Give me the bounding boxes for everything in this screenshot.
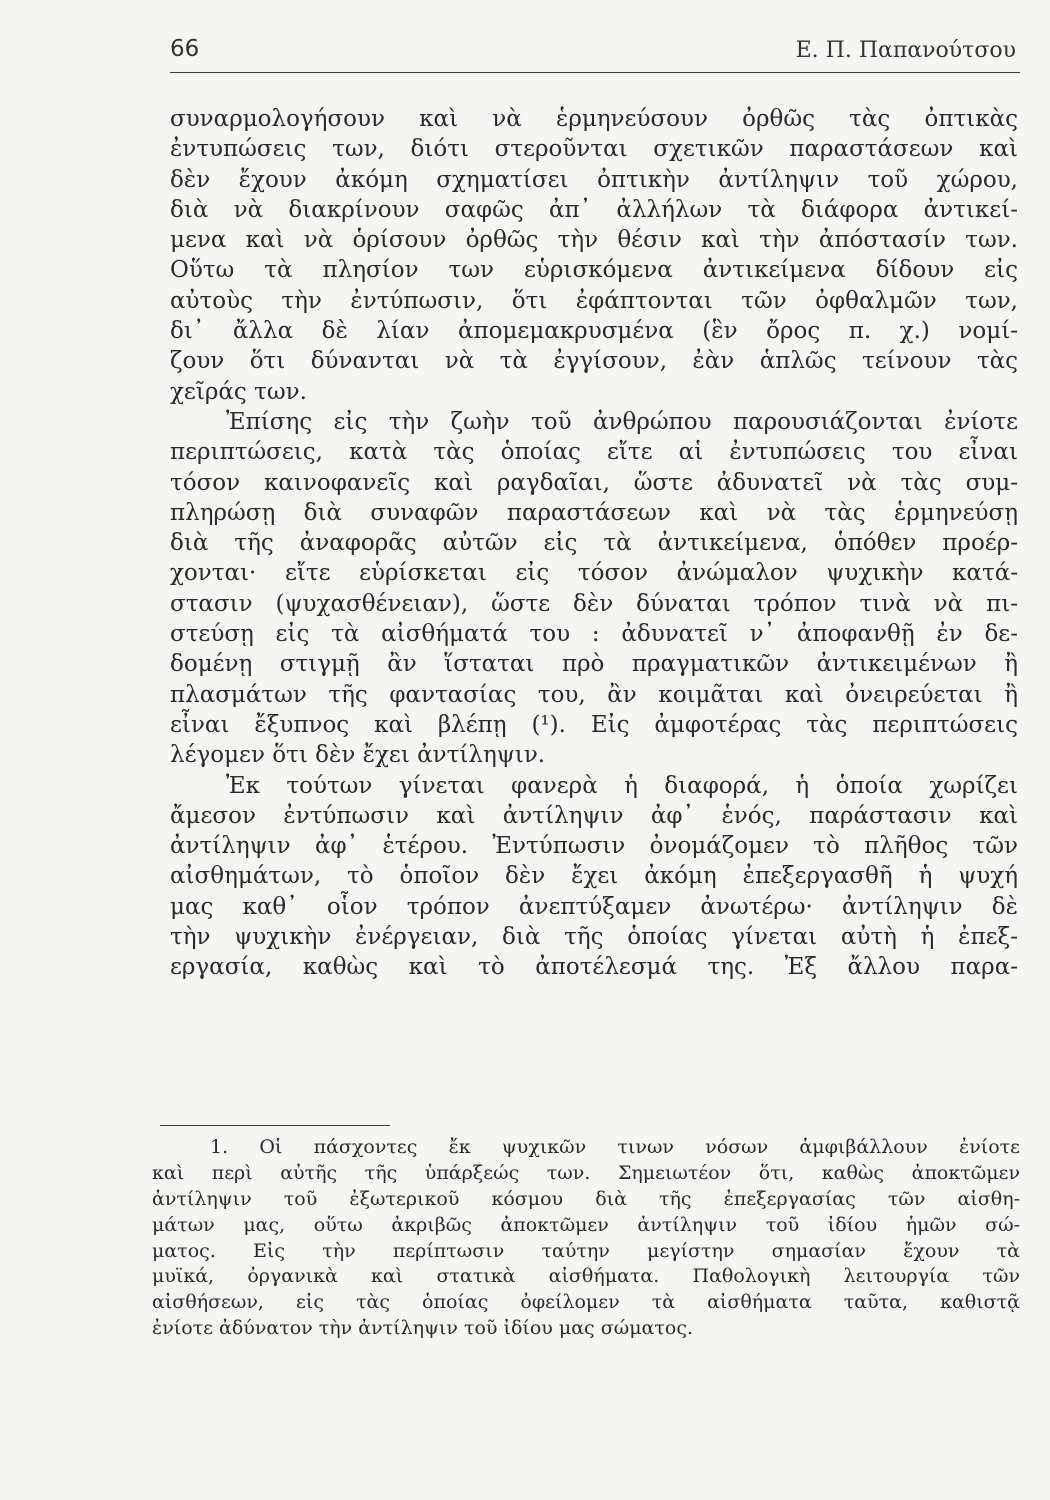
- text-line: λέγομεν ὅτι δὲν ἔχει ἀντίληψιν.: [170, 742, 546, 769]
- text-line: μενα καὶ νὰ ὁρίσουν ὀρθῶς τὴν θέσιν καὶ τὴν ἀπόστασίν των.: [170, 227, 1018, 254]
- text-line: χεῖράς των.: [170, 378, 307, 405]
- page-header: [170, 28, 1020, 73]
- text-line: διὰ τῆς ἀναφορᾶς αὐτῶν εἰς τὰ ἀντικείμενα, ὁπόθεν προέρ-: [170, 530, 1018, 557]
- running-head: Ε. Π. Παπανούτσου: [795, 38, 1016, 63]
- footnotes: [152, 1135, 1020, 1342]
- footnote-divider: [160, 1125, 390, 1126]
- text-line: μας καθ᾽ οἷον τρόπον ἀνεπτύξαμεν ἀνωτέρω· ἀντίληψιν δὲ: [170, 893, 1018, 920]
- text-line: ἄμεσον ἐντύπωσιν καὶ ἀντίληψιν ἀφ᾽ ἑνός, παράστασιν καὶ: [170, 802, 1018, 829]
- footnote-line: μυϊκά, ὀργανικὰ καὶ στατικὰ αἰσθήματα. Παθολογικὴ λειτουργία τῶν: [152, 1265, 1020, 1288]
- text-line: χονται· εἴτε εὑρίσκεται εἰς τόσον ἀνώμαλον ψυχικὴν κατά-: [170, 560, 1018, 587]
- text-line: στεύσῃ εἰς τὰ αἰσθήματά του : ἀδυνατεῖ ν᾽ ἀποφανθῇ ἐν δε-: [170, 621, 1018, 648]
- footnote-line: ἀντίληψιν τοῦ ἐξωτερικοῦ κόσμου διὰ τῆς ἐπεξεργασίας τῶν αἰσθη-: [152, 1187, 1020, 1210]
- text-line: στασιν (ψυχασθένειαν), ὥστε δὲν δύναται τρόπον τινὰ νὰ πι-: [170, 590, 1018, 617]
- text-line: πληρώσῃ διὰ συναφῶν παραστάσεων καὶ νὰ τὰς ἑρμηνεύσῃ: [170, 499, 1018, 526]
- text-line: διὰ νὰ διακρίνουν σαφῶς ἀπ᾽ ἀλλήλων τὰ διάφορα ἀντικεί-: [170, 196, 1018, 223]
- main-text: [170, 104, 1018, 983]
- text-line: Οὕτω τὰ πλησίον των εὑρισκόμενα ἀντικείμενα δίδουν εἰς: [170, 257, 1018, 284]
- text-line: δι᾽ ἄλλα δὲ λίαν ἀπομεμακρυσμένα (ἓν ὄρος π. χ.) νομί-: [170, 318, 1018, 345]
- text-line: περιπτώσεις, κατὰ τὰς ὁποίας εἴτε αἱ ἐντυπώσεις του εἶναι: [170, 439, 1018, 466]
- text-line: ζουν ὅτι δύνανται νὰ τὰ ἐγγίσουν, ἐὰν ἁπλῶς τείνουν τὰς: [170, 348, 1018, 375]
- text-line: δομένῃ στιγμῇ ἂν ἵσταται πρὸ πραγματικῶν ἀντικειμένων ἢ: [170, 651, 1018, 678]
- text-line: πλασμάτων τῆς φαντασίας του, ἂν κοιμᾶται καὶ ὀνειρεύεται ἢ: [170, 681, 1018, 708]
- text-line: ἐντυπώσεις των, διότι στεροῦνται σχετικῶν παραστάσεων καὶ: [170, 136, 1018, 163]
- text-line: δὲν ἔχουν ἀκόμη σχηματίσει ὀπτικὴν ἀντίληψιν τοῦ χώρου,: [170, 166, 1018, 193]
- footnote-line: καὶ περὶ αὐτῆς τῆς ὑπάρξεώς των. Σημειωτέον ὅτι, καθὼς ἀποκτῶμεν: [152, 1161, 1020, 1184]
- text-line: εἶναι ἔξυπνος καὶ βλέπῃ (¹). Εἰς ἀμφοτέρας τὰς περιπτώσεις: [170, 711, 1018, 738]
- page-number: 66: [170, 36, 200, 62]
- text-line: συναρμολογήσουν καὶ νὰ ἑρμηνεύσουν ὀρθῶς τὰς ὀπτικὰς: [170, 106, 1018, 132]
- footnote-line: ματος. Εἰς τὴν περίπτωσιν ταύτην μεγίστην σημασίαν ἔχουν τὰ: [152, 1239, 1020, 1262]
- text-line: αἰσθημάτων, τὸ ὁποῖον δὲν ἔχει ἀκόμη ἐπεξεργασθῆ ἡ ψυχή: [170, 863, 1018, 890]
- paragraph-start-line: Ἐκ τούτων γίνεται φανερὰ ἡ διαφορά, ἡ ὁποία χωρίζει: [226, 772, 1018, 799]
- text-line: τόσον καινοφανεῖς καὶ ραγδαῖαι, ὥστε ἀδυνατεῖ νὰ τὰς συμ-: [170, 469, 1018, 496]
- text-line: τὴν ψυχικὴν ἐνέργειαν, διὰ τῆς ὁποίας γίνεται αὐτὴ ἡ ἐπεξ-: [170, 924, 1018, 951]
- footnote-line: αἰσθήσεων, εἰς τὰς ὁποίας ὀφείλομεν τὰ αἰσθήματα ταῦτα, καθιστᾷ: [152, 1291, 1020, 1314]
- footnote-line: μάτων μας, οὕτω ἀκριβῶς ἀποκτῶμεν ἀντίληψιν τοῦ ἰδίου ἡμῶν σώ-: [152, 1213, 1020, 1236]
- text-line: εργασία, καθὼς καὶ τὸ ἀποτέλεσμά της. Ἐξ ἄλλου παρα-: [170, 954, 1018, 981]
- text-line: ἀντίληψιν ἀφ᾽ ἑτέρου. Ἐντύπωσιν ὀνομάζομεν τὸ πλῆθος τῶν: [170, 833, 1018, 860]
- footnote-line: ἐνίοτε ἀδύνατον τὴν ἀντίληψιν τοῦ ἰδίου μας σώματος.: [152, 1317, 693, 1340]
- paragraph-start-line: Ἐπίσης εἰς τὴν ζωὴν τοῦ ἀνθρώπου παρουσιάζονται ἐνίοτε: [226, 408, 1018, 435]
- footnote-line: 1. Οἱ πάσχοντες ἔκ ψυχικῶν τινων νόσων ἀμφιβάλλουν ἐνίοτε: [210, 1136, 1020, 1158]
- text-line: αὐτοὺς τὴν ἐντύπωσιν, ὅτι ἐφάπτονται τῶν ὀφθαλμῶν των,: [170, 287, 1018, 314]
